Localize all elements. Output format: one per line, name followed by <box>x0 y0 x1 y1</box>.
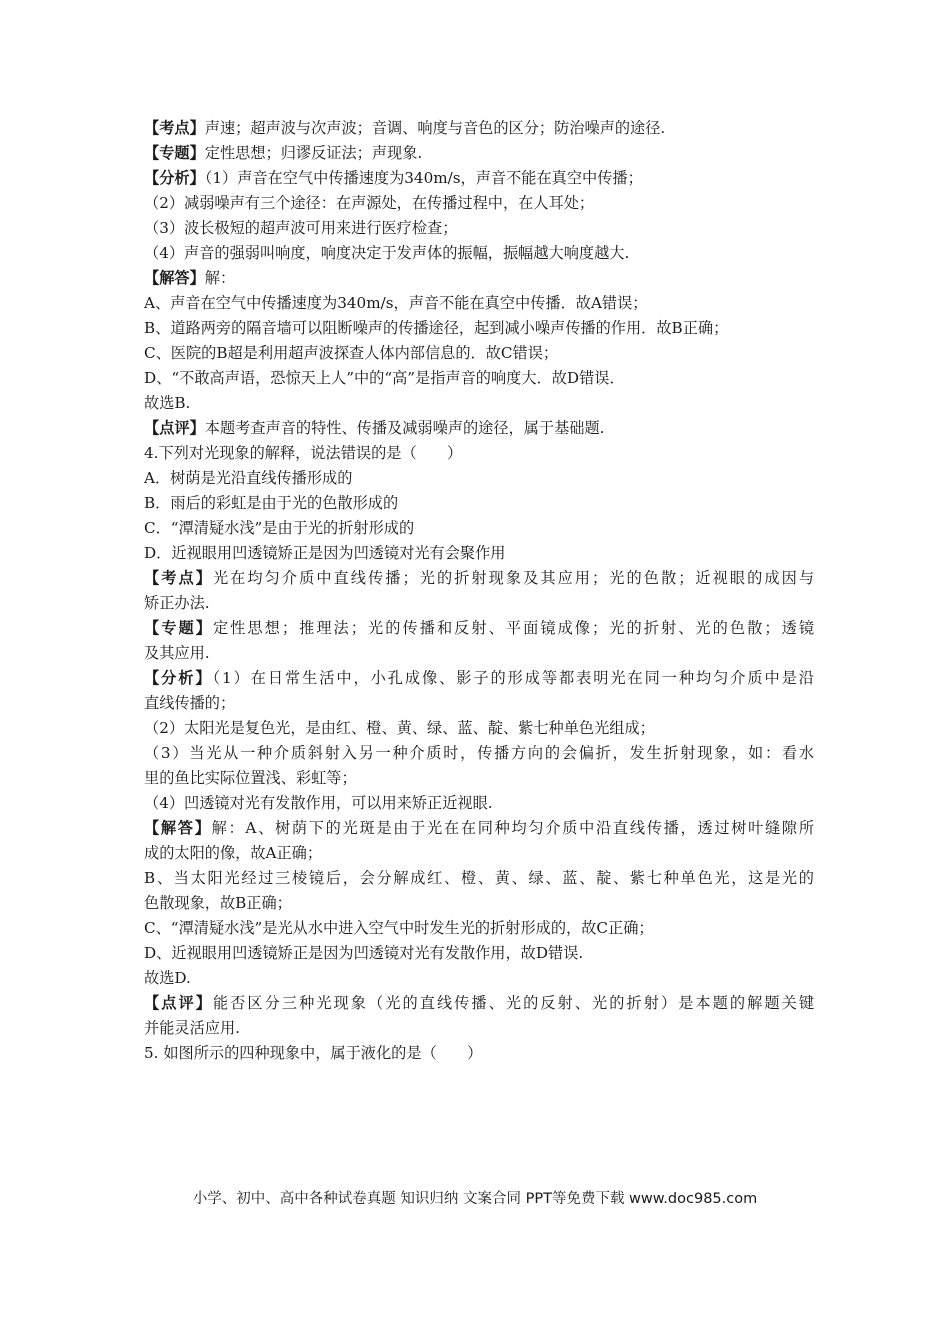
line-text: 定性思想；归谬反证法；声现象. <box>204 144 423 162</box>
text-line <box>144 541 814 566</box>
line-text: 解： <box>204 269 236 287</box>
text-line <box>144 691 814 716</box>
text-line <box>144 616 814 641</box>
line-text: D．近视眼用凹透镜矫正是因为凹透镜对光有会聚作用 <box>144 544 506 562</box>
text-line <box>144 141 814 166</box>
line-text: （4）声音的强弱叫响度，响度决定于发声体的振幅，振幅越大响度越大. <box>144 244 630 262</box>
line-text: A、声音在空气中传播速度为340m/s，声音不能在真空中传播．故A错误； <box>144 294 648 312</box>
text-line <box>144 991 814 1016</box>
line-text: 声速；超声波与次声波；音调、响度与音色的区分；防治噪声的途径. <box>204 119 666 137</box>
text-line <box>144 1041 814 1066</box>
section-tag: 【考点】 <box>144 119 205 137</box>
line-text: 直线传播的； <box>144 694 236 712</box>
text-line <box>144 716 814 741</box>
line-text: D、“不敢高声语，恐惊天上人”中的“高”是指声音的响度大．故D错误． <box>144 369 625 387</box>
line-text: 4.下列对光现象的解释，说法错误的是（ ） <box>144 444 463 462</box>
text-line <box>144 291 814 316</box>
line-text: 能否区分三种光现象（光的直线传播、光的反射、光的折射）是本题的解题关键 <box>212 994 814 1012</box>
line-text: （1）声音在空气中传播速度为340m/s，声音不能在真空中传播； <box>204 169 643 187</box>
text-line <box>144 366 814 391</box>
text-line <box>144 191 814 216</box>
text-line <box>144 766 814 791</box>
section-tag: 【解答】 <box>144 819 212 837</box>
text-line <box>144 741 814 766</box>
text-line <box>144 166 814 191</box>
text-line <box>144 916 814 941</box>
text-line <box>144 841 814 866</box>
document-body <box>144 116 814 1066</box>
line-text: 色散现象，故B正确； <box>144 894 292 912</box>
text-line <box>144 891 814 916</box>
line-text: C、“潭清疑水浅”是光从水中进入空气中时发生光的折射形成的，故C正确； <box>144 919 654 937</box>
line-text: （3）波长极短的超声波可用来进行医疗检查； <box>144 219 458 237</box>
line-text: 成的太阳的像，故A正确； <box>144 844 323 862</box>
text-line <box>144 866 814 891</box>
text-line <box>144 241 814 266</box>
line-text: 光在均匀介质中直线传播；光的折射现象及其应用；光的色散；近视眼的成因与 <box>212 569 814 587</box>
line-text: 解：A、树荫下的光斑是由于光在在同种均匀介质中沿直线传播，透过树叶缝隙所 <box>211 819 814 837</box>
section-tag: 【点评】 <box>144 994 213 1012</box>
line-text: B、当太阳光经过三棱镜后，会分解成红、橙、黄、绿、蓝、靛、紫七种单色光，这是光的 <box>144 869 814 887</box>
text-line <box>144 216 814 241</box>
line-text: 定性思想；推理法；光的传播和反射、平面镜成像；光的折射、光的色散；透镜 <box>212 619 814 637</box>
line-text: 本题考查声音的特性、传播及减弱噪声的途径，属于基础题. <box>204 419 605 437</box>
section-tag: 【点评】 <box>144 419 205 437</box>
text-line <box>144 466 814 491</box>
line-text: （3）当光从一种介质斜射入另一种介质时，传播方向的会偏折，发生折射现象，如：看水 <box>144 744 814 762</box>
text-line <box>144 666 814 691</box>
line-text: 故选B. <box>144 394 191 412</box>
line-text: B．雨后的彩虹是由于光的色散形成的 <box>144 494 399 512</box>
section-tag: 【考点】 <box>144 569 213 587</box>
text-line <box>144 1016 814 1041</box>
line-text: 里的鱼比实际位置浅、彩虹等； <box>144 769 357 787</box>
line-text: 并能灵活应用. <box>144 1019 240 1037</box>
line-text: C、医院的B超是利用超声波探查人体内部信息的．故C错误； <box>144 344 559 362</box>
text-line <box>144 266 814 291</box>
text-line <box>144 566 814 591</box>
section-tag: 【解答】 <box>144 269 205 287</box>
section-tag: 【专题】 <box>144 619 213 637</box>
page-footer: 小学、初中、高中各种试卷真题 知识归纳 文案合同 PPT等免费下载 www.doc985.com <box>192 1191 758 1207</box>
line-text: D、近视眼用凹透镜矫正是因为凹透镜对光有发散作用，故D错误. <box>144 944 584 962</box>
text-line <box>144 591 814 616</box>
text-line <box>144 341 814 366</box>
text-line <box>144 416 814 441</box>
text-line <box>144 441 814 466</box>
line-text: （2）太阳光是复色光，是由红、橙、黄、绿、蓝、靛、紫七种单色光组成； <box>144 719 655 737</box>
line-text: 及其应用. <box>144 644 210 662</box>
line-text: C．“潭清疑水浅”是由于光的折射形成的 <box>144 519 415 537</box>
section-tag: 【专题】 <box>144 144 205 162</box>
line-text: B、道路两旁的隔音墙可以阻断噪声的传播途径，起到减小噪声传播的作用．故B正确； <box>144 319 729 337</box>
text-line <box>144 491 814 516</box>
text-line <box>144 816 814 841</box>
text-line <box>144 941 814 966</box>
line-text: （4）凹透镜对光有发散作用，可以用来矫正近视眼. <box>144 794 493 812</box>
line-text: 5. 如图所示的四种现象中，属于液化的是（ ） <box>144 1044 483 1062</box>
section-tag: 【分析】 <box>144 169 205 187</box>
line-text: （2）减弱噪声有三个途径：在声源处，在传播过程中，在人耳处； <box>144 194 595 212</box>
text-line <box>144 116 814 141</box>
text-line <box>144 966 814 991</box>
text-line <box>144 391 814 416</box>
section-tag: 【分析】 <box>144 669 213 687</box>
text-line <box>144 316 814 341</box>
line-text: 故选D. <box>144 969 191 987</box>
text-line <box>144 641 814 666</box>
line-text: A．树荫是光沿直线传播形成的 <box>144 469 353 487</box>
line-text: 矫正办法. <box>144 594 210 612</box>
text-line <box>144 516 814 541</box>
text-line <box>144 791 814 816</box>
line-text: （1）在日常生活中，小孔成像、影子的形成等都表明光在同一种均匀介质中是沿 <box>212 669 814 687</box>
